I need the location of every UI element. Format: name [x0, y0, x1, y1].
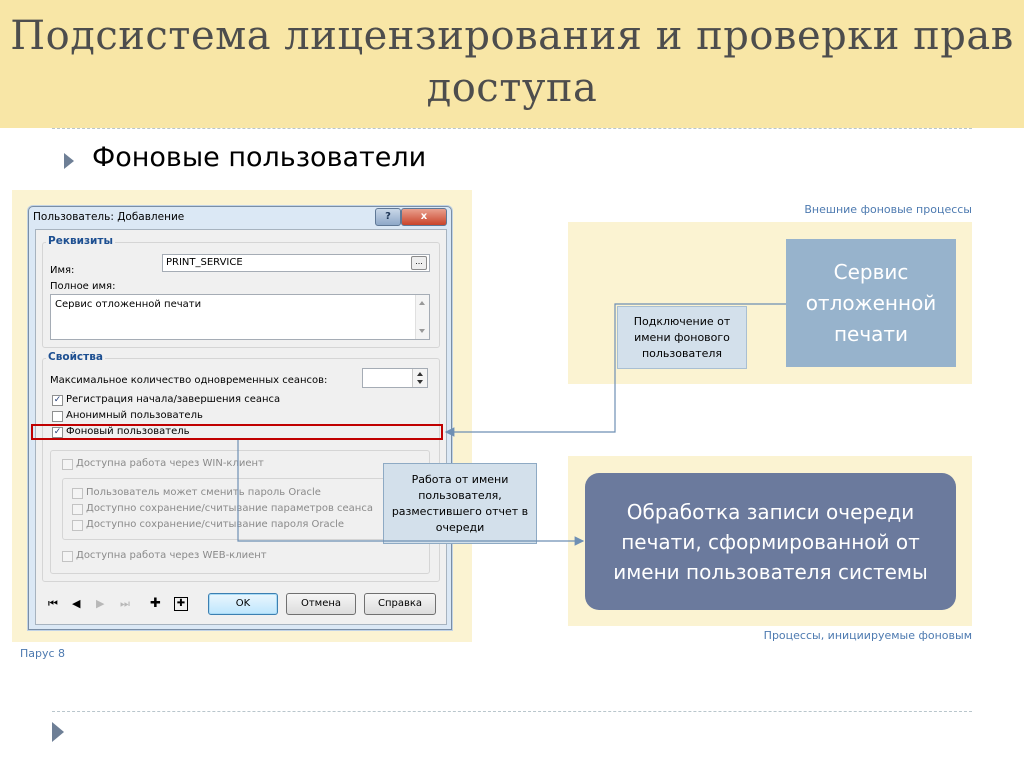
dialog-title: Пользователь: Добавление: [33, 211, 185, 223]
fullname-value: Сервис отложенной печати: [55, 299, 202, 310]
help-button[interactable]: Справка: [364, 593, 436, 615]
queue-processing-text: Обработка записи очереди печати, сформированной от имени пользователя системы: [613, 499, 928, 584]
web-client-label: Доступна работа через WEB-клиент: [76, 550, 267, 561]
slide-title: Подсистема лицензирования и проверки прав доступа: [10, 13, 1014, 111]
anonymous-user-label: Анонимный пользователь: [66, 410, 203, 421]
change-password-label: Пользователь может сменить пароль Oracle: [86, 487, 321, 498]
ok-button[interactable]: OK: [208, 593, 278, 615]
save-session-params-label: Доступно сохранение/считывание параметров сеанса: [86, 503, 373, 514]
background-user-label: Фоновый пользователь: [66, 426, 190, 437]
connection-note-text: Подключение от имени фонового пользователя: [633, 314, 731, 360]
browse-button[interactable]: ...: [411, 256, 427, 270]
bullet-text: Фоновые пользователи: [92, 142, 427, 173]
prev-record-icon[interactable]: ◀: [72, 597, 81, 610]
work-arrow: [238, 440, 583, 541]
last-record-icon[interactable]: ⏭: [120, 597, 130, 610]
print-service-text: Сервис отложенной печати: [805, 259, 937, 346]
next-record-icon[interactable]: ▶: [96, 597, 105, 610]
connection-arrow: [446, 304, 786, 432]
next-slide-arrow-icon: [52, 722, 64, 742]
win-client-label: Доступна работа через WIN-клиент: [76, 458, 264, 469]
work-note-text: Работа от имени пользователя, разместившего отчет в очереди: [391, 472, 529, 534]
add-icon[interactable]: ✚: [150, 596, 161, 611]
fullname-label: Полное имя:: [50, 281, 116, 292]
cancel-button[interactable]: Отмена: [286, 593, 356, 615]
add-copy-icon[interactable]: ✚: [174, 597, 188, 611]
name-value: PRINT_SERVICE: [166, 257, 243, 268]
session-registration-checkbox[interactable]: ✓: [53, 395, 62, 405]
properties-label: Свойства: [48, 351, 103, 363]
save-oracle-password-label: Доступно сохранение/считывание пароля Oracle: [86, 519, 345, 530]
max-sessions-label: Максимальное количество одновременных сеансов:: [50, 375, 328, 386]
bottom-divider: [52, 711, 972, 712]
first-record-icon[interactable]: ⏮: [48, 597, 58, 610]
external-caption: Внешние фоновые процессы: [804, 203, 972, 216]
close-button[interactable]: x: [401, 208, 447, 226]
name-label: Имя:: [50, 265, 75, 276]
footer-text: Парус 8: [20, 647, 66, 660]
session-registration-label: Регистрация начала/завершения сеанса: [66, 394, 281, 405]
help-title-button[interactable]: ?: [375, 208, 401, 226]
initiated-caption: Процессы, инициируемые фоновым: [763, 629, 972, 642]
requisites-label: Реквизиты: [48, 235, 113, 247]
background-user-checkbox[interactable]: ✓: [53, 427, 62, 437]
